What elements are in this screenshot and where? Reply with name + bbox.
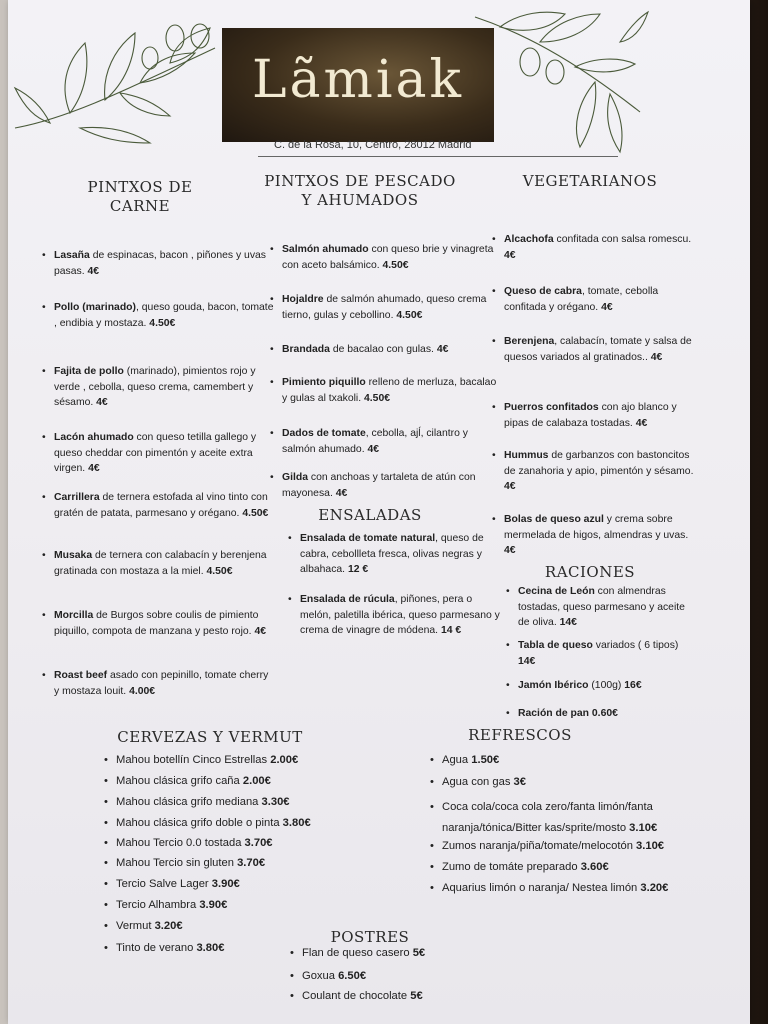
drink-price: 2.00€ — [270, 754, 299, 766]
carne-menu-item — [42, 248, 274, 279]
dish-price: 4€ — [601, 301, 613, 313]
drink-price: 6.50€ — [338, 970, 367, 982]
refrescos-menu-item — [430, 754, 499, 766]
cervezas-menu-item — [104, 878, 240, 890]
drink-name: Tercio Salve Lager — [116, 878, 212, 890]
dish-description: relleno de merluza, bacalao y gulas al txakoli. — [282, 377, 497, 404]
dish-name: Carrillera — [54, 492, 100, 503]
cervezas-menu-item — [104, 857, 265, 869]
bullet: • — [42, 366, 46, 377]
dish-name: Queso de cabra — [504, 286, 582, 297]
dish-name: Ración de pan — [518, 708, 590, 719]
drink-name: Mahou clásica grifo doble o pinta — [116, 817, 283, 829]
dish-price: 4.50€ — [206, 565, 233, 577]
drink-price: 3.70€ — [244, 837, 273, 849]
drink-price: 3.90€ — [211, 878, 240, 890]
heading-cervezas: CERVEZAS Y VERMUT — [117, 728, 303, 746]
drink-name: Zumo de tomáte preparado — [442, 861, 581, 873]
heading-refrescos: REFRESCOS — [468, 726, 572, 744]
bullet: • — [42, 610, 46, 621]
ensaladas-menu-item — [288, 531, 500, 578]
bullet: • — [430, 840, 434, 852]
bullet: • — [104, 899, 108, 911]
bullet: • — [430, 861, 434, 873]
dish-description: con queso brie y vinagreta con aceto balsámico. — [282, 244, 494, 271]
drink-name: Tinto de verano — [116, 942, 197, 954]
drink-price: 3.30€ — [261, 796, 290, 808]
drink-name-cont: naranja/tónica/Bitter kas/sprite/mosto — [442, 822, 630, 834]
carne-menu-item — [42, 548, 274, 579]
drink-name: Mahou botellín Cinco Estrellas — [116, 754, 271, 766]
cervezas-menu-item — [104, 775, 271, 787]
bullet: • — [492, 336, 496, 347]
dish-description: asado con pepinillo, tomate cherry y mostaza louit. — [54, 670, 269, 697]
carne-menu-item — [42, 300, 274, 331]
drink-name: Mahou clásica grifo caña — [116, 775, 243, 787]
dish-name: Brandada — [282, 344, 330, 355]
pescado-menu-item — [270, 292, 502, 323]
bullet: • — [492, 514, 496, 525]
vegetarianos-menu-item — [492, 400, 700, 431]
bullet: • — [42, 670, 46, 681]
bullet: • — [104, 817, 108, 829]
dish-description: confitada con salsa romescu. — [553, 234, 692, 245]
dish-description: de ternera estofada al vino tinto con gratén de patata, parmesano y orégano. — [54, 492, 268, 519]
heading-pintxos-pescado: PINTXOS DE PESCADO Y AHUMADOS — [264, 172, 456, 209]
drink-name: Zumos naranja/piña/tomate/melocotón — [442, 840, 637, 852]
drink-name: Mahou clásica grifo mediana — [116, 796, 262, 808]
dish-name: Musaka — [54, 550, 93, 561]
bullet: • — [430, 882, 434, 894]
dish-price: 14€ — [559, 617, 577, 628]
dish-name: Ensalada de tomate natural — [300, 533, 436, 544]
divider — [258, 156, 618, 157]
dish-description: , queso de cabra, cebollleta fresca, olivas negras y albahaca. — [300, 533, 484, 575]
bullet: • — [42, 550, 46, 561]
bullet: • — [506, 640, 510, 651]
bullet: • — [270, 244, 274, 255]
drink-price: 3€ — [513, 776, 526, 788]
refrescos-menu-item — [430, 776, 526, 788]
dish-description: , piñones, pera o melón, paletilla ibérica, queso parmesano y crema de vinagre de módena. — [300, 594, 500, 636]
drink-price: 2.00€ — [242, 775, 271, 787]
bullet: • — [492, 402, 496, 413]
dish-price: 4.50€ — [396, 309, 423, 321]
drink-name: Agua con gas — [442, 776, 514, 788]
bullet: • — [290, 947, 294, 959]
drink-name: Flan de queso casero — [302, 947, 413, 959]
drink-price: 3.10€ — [629, 822, 658, 834]
bullet: • — [492, 286, 496, 297]
bullet: • — [104, 942, 108, 954]
bullet: • — [104, 878, 108, 890]
dish-name: Roast beef — [54, 670, 108, 681]
dish-description: de ternera con calabacín y berenjena gratinada con mostaza a la miel. — [54, 550, 267, 577]
drink-name: Tercio Alhambra — [116, 899, 200, 911]
bullet: • — [270, 428, 274, 439]
dish-name: Jamón Ibérico — [518, 680, 589, 691]
cervezas-menu-item — [104, 837, 273, 849]
vegetarianos-menu-item — [492, 448, 700, 495]
dish-price: 4.50€ — [149, 317, 176, 329]
drink-name: Vermut — [116, 920, 155, 932]
bullet: • — [506, 708, 510, 719]
heading-vegetarianos: VEGETARIANOS — [522, 172, 658, 190]
heading-raciones: RACIONES — [544, 563, 636, 581]
bullet: • — [290, 990, 294, 1002]
drink-price: 3.80€ — [196, 942, 225, 954]
dish-price: 4€ — [504, 249, 516, 261]
dish-name: Tabla de queso — [518, 640, 593, 651]
refrescos-menu-item — [430, 861, 609, 873]
dish-description: con queso tetilla gallego y queso cheddar con pimentón y aceite extra virgen. — [54, 432, 257, 474]
drink-price: 3.70€ — [237, 857, 266, 869]
carne-menu-item — [42, 430, 274, 477]
postres-menu-item — [290, 970, 366, 982]
dish-name: Puerros confitados — [504, 402, 599, 413]
bullet: • — [288, 533, 292, 544]
pescado-menu-item — [270, 470, 502, 501]
raciones-menu-item — [506, 638, 698, 669]
bullet: • — [104, 796, 108, 808]
dish-price: 4€ — [504, 545, 516, 556]
carne-menu-item — [42, 490, 274, 521]
dish-price: 4€ — [88, 463, 100, 474]
bullet: • — [270, 472, 274, 483]
refrescos-menu-item — [430, 840, 664, 852]
drink-name: Agua — [442, 754, 472, 766]
pescado-menu-item — [270, 342, 502, 358]
drink-price: 3.20€ — [640, 882, 669, 894]
dish-description: de garbanzos con bastoncitos de zanahoria y apio, pimentón y sésamo. — [504, 450, 694, 477]
logo-name: Lãmiak — [252, 50, 464, 110]
dish-name: Lacón ahumado — [54, 432, 134, 443]
postres-menu-item — [290, 947, 425, 959]
drink-name: Coca cola/coca cola zero/fanta limón/fanta — [442, 801, 653, 813]
raciones-menu-item — [506, 584, 698, 631]
dish-description: , cebolla, ajĺ, cilantro y salmón ahumado. — [282, 428, 468, 455]
dish-price: 12 € — [347, 564, 369, 575]
bullet: • — [42, 492, 46, 503]
drink-price: 3.60€ — [580, 861, 609, 873]
dish-price: 4€ — [254, 625, 266, 637]
dish-description: de bacalao con gulas. — [329, 344, 437, 355]
dish-name: Hojaldre — [282, 294, 324, 305]
dish-name: Gilda — [282, 472, 308, 483]
dish-name: Cecina de León — [518, 586, 595, 597]
dish-name: Pollo (marinado) — [54, 302, 136, 313]
dish-description: (marinado), pimientos rojo y verde , cebolla, queso crema, camembert y sésamo. — [54, 366, 256, 408]
bullet: • — [270, 294, 274, 305]
bullet: • — [42, 250, 46, 261]
bullet: • — [104, 837, 108, 849]
dish-price: 4€ — [96, 397, 108, 408]
dish-price: 4€ — [436, 344, 449, 355]
heading-pintxos-carne: PINTXOS DE CARNE — [87, 178, 193, 215]
bullet: • — [288, 594, 292, 605]
cervezas-menu-item — [104, 817, 311, 829]
drink-price: 3.80€ — [282, 817, 311, 829]
ensaladas-menu-item — [288, 592, 500, 639]
dish-description: con almendras tostadas, queso parmesano y aceite de oliva. — [518, 586, 685, 628]
raciones-menu-item — [506, 678, 698, 694]
drink-price: 5€ — [412, 947, 426, 959]
cervezas-menu-item — [104, 899, 227, 911]
dish-description: , queso gouda, bacon, tomate , endibia y mostaza. — [54, 302, 274, 329]
drink-price: 3.90€ — [199, 899, 228, 911]
bullet: • — [104, 920, 108, 932]
dish-price: 14 € — [440, 625, 462, 636]
vegetarianos-menu-item — [492, 512, 700, 559]
pescado-menu-item — [270, 426, 502, 457]
dish-name: Lasaña — [54, 250, 90, 261]
drink-price: 3.20€ — [154, 920, 183, 932]
dish-description: con anchoas y tartaleta de atún con mayonesa. — [282, 472, 476, 499]
dish-price: 4.50€ — [382, 259, 409, 271]
bullet: • — [290, 970, 294, 982]
drink-name: Coulant de chocolate — [302, 990, 411, 1002]
restaurant-logo — [222, 28, 494, 142]
drink-name: Mahou Tercio 0.0 tostada — [116, 837, 245, 849]
dish-price: 4.50€ — [364, 392, 391, 404]
carne-menu-item — [42, 608, 274, 639]
vegetarianos-menu-item — [492, 284, 700, 315]
dish-price: 4€ — [335, 487, 348, 499]
postres-menu-item — [290, 990, 423, 1002]
dish-price: 4.50€ — [242, 507, 269, 519]
drink-price: 3.10€ — [636, 840, 665, 852]
dish-price: 4€ — [635, 417, 648, 429]
dish-price: 0.60€ — [591, 708, 618, 719]
dish-description: con ajo blanco y pipas de calabaza tostadas. — [504, 402, 677, 429]
drink-price: 5€ — [410, 990, 423, 1002]
cervezas-menu-item — [104, 754, 298, 766]
dish-description: , calabacín, tomate y salsa de quesos variados al gratinados.. — [504, 336, 692, 363]
drink-price: 1.50€ — [471, 754, 500, 766]
bullet: • — [270, 344, 274, 355]
carne-menu-item — [42, 364, 274, 411]
refrescos-menu-item — [430, 797, 657, 839]
dish-name: Ensalada de rúcula — [300, 594, 395, 605]
dish-description: variados ( 6 tipos) — [592, 640, 679, 651]
bullet: • — [104, 857, 108, 869]
bullet: • — [492, 234, 496, 245]
restaurant-address: C. de la Rosa, 10, Centro, 28012 Madrid — [274, 139, 472, 151]
vegetarianos-menu-item — [492, 232, 700, 263]
dish-name: Hummus — [504, 450, 549, 461]
heading-postres: POSTRES — [330, 928, 410, 946]
bullet: • — [270, 377, 274, 388]
dish-name: Bolas de queso azul — [504, 514, 604, 525]
dish-name: Pimiento piquillo — [282, 377, 366, 388]
cervezas-menu-item — [104, 920, 183, 932]
dish-name: Alcachofa — [504, 234, 554, 245]
heading-ensaladas: ENSALADAS — [318, 506, 422, 524]
dish-description: de salmón ahumado, queso crema tierno, gulas y cebollino. — [282, 294, 487, 321]
dish-name: Berenjena — [504, 336, 555, 347]
vegetarianos-menu-item — [492, 334, 700, 365]
pescado-menu-item — [270, 375, 502, 406]
dish-price: 4€ — [650, 351, 663, 363]
carne-menu-item — [42, 668, 274, 699]
dish-description: , tomate, cebolla confitada y orégano. — [504, 286, 659, 313]
dish-name: Salmón ahumado — [282, 244, 369, 255]
bullet: • — [104, 775, 108, 787]
bullet: • — [104, 754, 108, 766]
bullet: • — [430, 776, 434, 788]
bullet: • — [430, 754, 434, 766]
dish-price: 4€ — [504, 481, 516, 492]
bullet: • — [492, 450, 496, 461]
dish-description: y crema sobre mermelada de higos, almendras y uvas. — [504, 514, 689, 541]
dish-price: 14€ — [518, 655, 536, 667]
bullet: • — [42, 302, 46, 313]
bullet: • — [506, 680, 510, 691]
bullet: • — [506, 586, 510, 597]
dish-price: 4€ — [87, 265, 100, 277]
dish-price: 4.00€ — [129, 685, 156, 697]
dish-description: de espinacas, bacon , piñones y uvas pasas. — [54, 250, 266, 277]
drink-name: Mahou Tercio sin gluten — [116, 857, 238, 869]
dish-description: de Burgos sobre coulis de pimiento piquillo, compota de manzana y pesto rojo. — [54, 610, 259, 637]
dish-description: (100g) — [588, 680, 625, 691]
dish-name: Dados de tomate — [282, 428, 366, 439]
dish-name: Fajita de pollo — [54, 366, 124, 377]
dish-price: 4€ — [367, 443, 380, 455]
refrescos-menu-item — [430, 882, 668, 894]
olive-branch-left-icon — [10, 8, 225, 158]
dish-price: 16€ — [624, 680, 642, 691]
drink-name: Goxua — [302, 970, 339, 982]
drink-name: Aquarius limón o naranja/ Nestea limón — [442, 882, 641, 894]
cervezas-menu-item — [104, 796, 290, 808]
cervezas-menu-item — [104, 942, 224, 954]
bullet: • — [42, 432, 46, 443]
bullet: • — [430, 801, 434, 813]
dish-name: Morcilla — [54, 610, 94, 621]
raciones-menu-item — [506, 706, 698, 722]
olive-branch-right-icon — [470, 2, 650, 162]
pescado-menu-item — [270, 242, 502, 273]
